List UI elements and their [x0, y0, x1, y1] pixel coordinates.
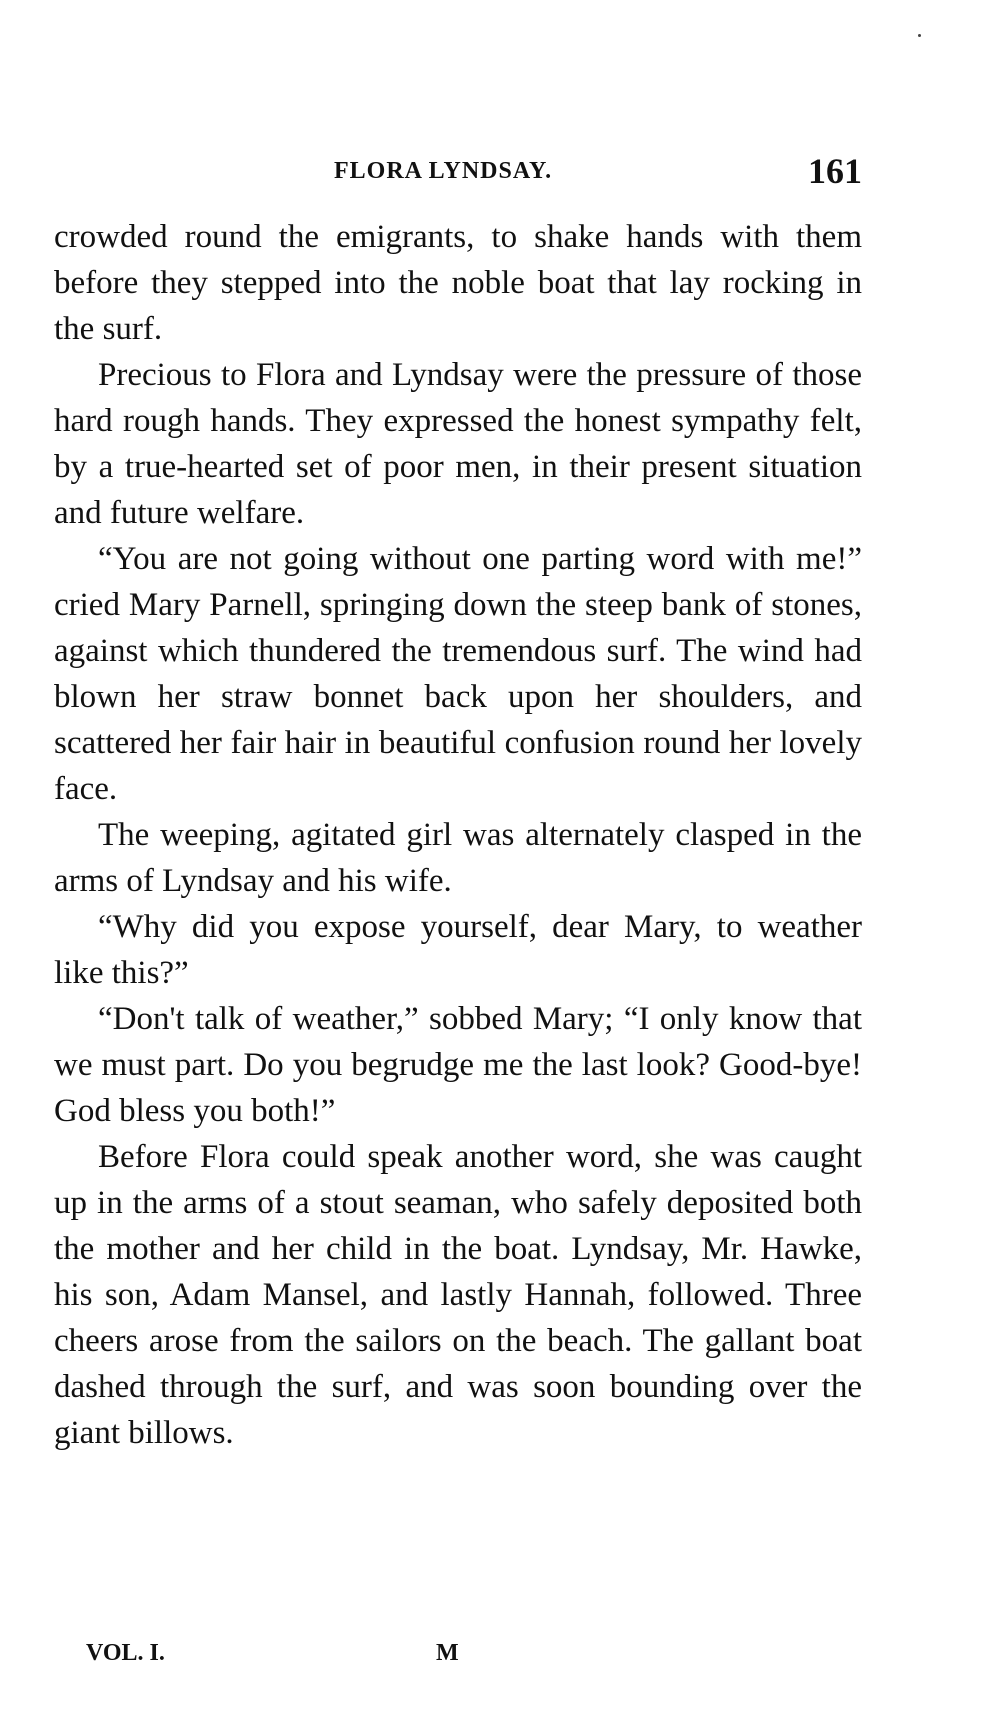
paragraph: “Why did you expose yourself, dear Mary, to weather like this?” — [54, 909, 862, 991]
paper-speck — [918, 34, 921, 37]
volume-label: VOL. I. — [86, 1640, 165, 1666]
signature-mark: M — [436, 1640, 459, 1666]
page-body — [54, 214, 862, 1456]
page-number: 161 — [808, 151, 862, 191]
paragraph: Before Flora could speak another word, she was caught up in the arms of a stout seaman, who safely deposited both the mother and her child in the boat. Lyndsay, Mr. Hawke, his son, Adam Mansel, and lastly Hannah, followed. Three cheers arose from the sailors on the beach. The gallant boat dashed through the surf, and was soon bounding over the giant billows. — [54, 1139, 862, 1451]
page-footer — [78, 1640, 578, 1680]
paragraph: “Don't talk of weather,” sobbed Mary; “I only know that we must part. Do you begrudge me the last look? Good-bye! God bless you both!” — [54, 1001, 862, 1129]
paragraph: The weeping, agitated girl was alternately clasped in the arms of Lyndsay and his wife. — [54, 817, 862, 899]
paragraph: Precious to Flora and Lyndsay were the pressure of those hard rough hands. They expressed the honest sympathy felt, by a true-hearted set of poor men, in their present situation and future welfare. — [54, 357, 862, 531]
running-title: FLORA LYNDSAY. — [334, 158, 553, 184]
paragraph: “You are not going without one parting word with me!” cried Mary Parnell, springing down the steep bank of stones, against which thundered the tremendous surf. The wind had blown her straw bonnet back upon her shoulders, and scattered her fair hair in beautiful confusion round her lovely face. — [54, 541, 862, 807]
page-header — [54, 150, 862, 198]
paragraph: crowded round the emigrants, to shake hands with them before they stepped into the noble boat that lay rocking in the surf. — [54, 219, 862, 347]
